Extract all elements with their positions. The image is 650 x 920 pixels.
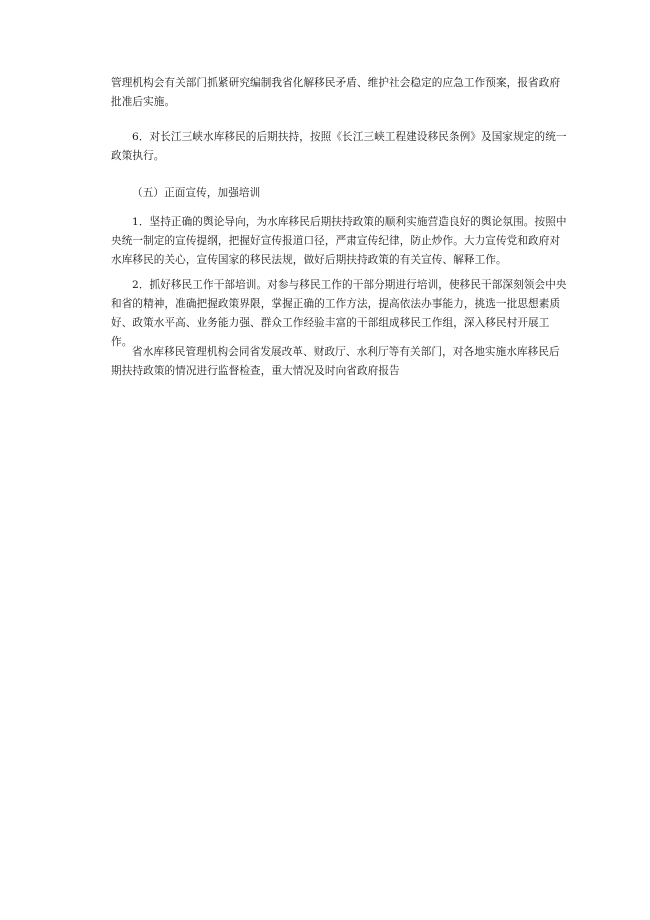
paragraph-cadre-training: 2．抓好移民工作干部培训。对参与移民工作的干部分期进行培训，使移民干部深刻领会中央和省的精神，准确把握政策界限，掌握正确的工作方法，提高依法办事能力，挑选一批思想素质好、政策水平高、业务能力强、群众工作经验丰富的干部组成移民工作组，深入移民村开展工作。	[111, 279, 567, 348]
paragraph-public-opinion: 1．坚持正确的舆论导向，为水库移民后期扶持政策的顺利实施营造良好的舆论氛围。按照中央统一制定的宣传提纲，把握好宣传报道口径，严肃宣传纪律，防止炒作。大力宣传党和政府对水库移民的关心，宣传国家的移民法规，做好后期扶持政策的有关宣传、解释工作。	[111, 216, 567, 266]
paragraph-emergency-plan: 管理机构会有关部门抓紧研究编制我省化解移民矛盾、维护社会稳定的应急工作预案，报省政府批准后实施。	[111, 77, 561, 108]
section-heading-publicity-training: （五）正面宣传，加强培训	[132, 187, 261, 199]
paragraph-three-gorges-policy: 6．对长江三峡水库移民的后期扶持，按照《长江三峡工程建设移民条例》及国家规定的统一政策执行。	[111, 131, 567, 162]
paragraph-supervision: 省水库移民管理机构会同省发展改革、财政厅、水利厅等有关部门，对各地实施水库移民后期扶持政策的情况进行监督检查，重大情况及时向省政府报告	[111, 346, 560, 377]
